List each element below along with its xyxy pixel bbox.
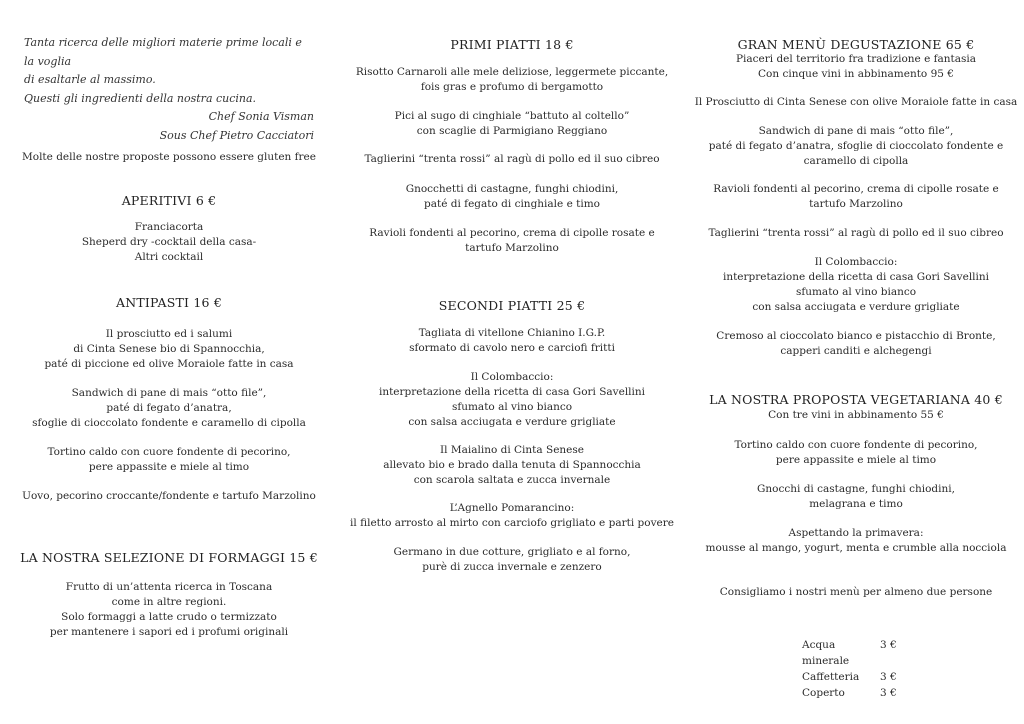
item-line: Tortino caldo con cuore fondente di pecorino, <box>734 439 978 451</box>
degustazione-wine-pairing: Con cinque vini in abbinamento 95 € <box>758 68 954 80</box>
item-line: Il prosciutto ed i salumi <box>105 328 233 340</box>
item-line: sformato di cavolo nero e carciofi fritti <box>409 342 615 354</box>
description-line: per mantenere i sapori ed i profumi originali <box>49 626 289 638</box>
extras-row <box>802 669 897 685</box>
item-line: Cremoso al cioccolato bianco e pistacchio di Bronte, <box>716 330 996 342</box>
degustazione-item <box>694 124 1018 169</box>
item-line: caramello di cipolla <box>803 155 909 167</box>
item-line: mousse al mango, yogurt, menta e crumble alla nocciola <box>705 542 1007 554</box>
formaggi-title: LA NOSTRA SELEZIONE DI FORMAGGI 15 € <box>20 550 318 565</box>
quote-line: di esaltarle al massimo. <box>24 73 156 86</box>
secondi-item <box>350 326 674 356</box>
extras-name: Acqua minerale <box>802 639 850 667</box>
primi-item <box>350 65 674 95</box>
item-line: Il Colombaccio: <box>470 371 554 383</box>
item-line: Ravioli fondenti al pecorino, crema di cipolle rosate e <box>369 227 655 239</box>
gluten-note: Molte delle nostre proposte possono essere gluten free <box>22 151 316 163</box>
menu-recommendation: Consigliamo i nostri menù per almeno due persone <box>719 586 993 598</box>
degustazione-item <box>694 255 1018 315</box>
item-line: con salsa acciugata e verdure grigliate <box>408 416 616 428</box>
item-line: con scarola saltata e zucca invernale <box>413 474 611 486</box>
vegetariana-wine-pairing: Con tre vini in abbinamento 55 € <box>768 409 944 421</box>
column-right <box>694 0 1018 724</box>
item-line: paté di fegato di cinghiale e timo <box>424 198 600 210</box>
degustazione-item <box>694 329 1018 359</box>
menu-item: Altri cocktail <box>134 251 204 263</box>
antipasti-item <box>10 445 328 475</box>
item-line: paté di fegato d’anatra, sfoglie di cioccolato fondente e <box>708 140 1004 152</box>
secondi-title: SECONDI PIATTI 25 € <box>438 298 586 313</box>
degustazione-item <box>694 226 1018 241</box>
item-line: fois gras e profumo di bergamotto <box>420 81 604 93</box>
extras-row <box>802 637 897 669</box>
item-line: Tagliata di vitellone Chianino I.G.P. <box>418 327 606 339</box>
item-line: Il Maialino di Cinta Senese <box>440 444 584 456</box>
item-line: paté di piccione ed olive Moraiole fatte in casa <box>44 358 294 370</box>
primi-item <box>350 152 674 167</box>
sous-chef-name: Sous Chef Pietro Cacciatori <box>159 128 314 142</box>
chef-name: Chef Sonia Visman <box>208 110 314 123</box>
aperitivi-title: APERITIVI 6 € <box>121 193 217 208</box>
quote-line: Tanta ricerca delle migliori materie prime locali e la voglia <box>24 36 302 68</box>
menu-item: Sheperd dry -cocktail della casa- <box>81 236 257 248</box>
item-line: Aspettando la primavera: <box>788 527 924 539</box>
item-line: Gnocchi di castagne, funghi chiodini, <box>757 483 955 495</box>
item-line: Risotto Carnaroli alle mele deliziose, leggermete piccante, <box>355 66 669 78</box>
extras-row <box>802 685 897 701</box>
item-line: Il Prosciutto di Cinta Senese con olive Moraiole fatte in casa <box>694 96 1018 108</box>
item-line: Taglierini “trenta rossi” al ragù di pollo ed il suo cibreo <box>708 227 1004 239</box>
description-line: Solo formaggi a latte crudo o termizzato <box>61 611 277 623</box>
item-line: Germano in due cotture, grigliato e al forno, <box>393 546 631 558</box>
item-line: L’Agnello Pomarancino: <box>449 502 575 514</box>
extras-name: Coperto <box>802 687 845 699</box>
primi-item <box>350 109 674 139</box>
primi-item <box>350 182 674 212</box>
item-line: capperi canditi e alchegengi <box>780 345 932 357</box>
antipasti-title: ANTIPASTI 16 € <box>116 295 222 310</box>
item-line: purè di zucca invernale e zenzero <box>422 561 602 573</box>
item-line: con scaglie di Parmigiano Reggiano <box>416 125 608 137</box>
item-line: con salsa acciugata e verdure grigliate <box>752 301 960 313</box>
item-line: Tortino caldo con cuore fondente di pecorino, <box>47 446 291 458</box>
item-line: Ravioli fondenti al pecorino, crema di cipolle rosate e <box>713 183 999 195</box>
antipasti-item <box>10 386 328 431</box>
extras-list <box>802 637 897 701</box>
description-line: Frutto di un’attenta ricerca in Toscana <box>65 581 273 593</box>
column-left <box>10 0 328 724</box>
primi-title: PRIMI PIATTI 18 € <box>450 37 574 52</box>
item-line: Uovo, pecorino croccante/fondente e tartufo Marzolino <box>22 490 316 502</box>
item-line: Sandwich di pane di mais “otto file”, <box>71 387 267 399</box>
item-line: il filetto arrosto al mirto con carciofo grigliato e parti povere <box>350 517 674 529</box>
extras-price: 3 € <box>880 639 897 651</box>
aperitivi-list <box>10 220 328 265</box>
item-line: Pici al sugo di cinghiale “battuto al coltello” <box>394 110 630 122</box>
degustazione-subtitle: Piaceri del territorio fra tradizione e fantasia <box>735 53 977 65</box>
degustazione-title: GRAN MENÙ DEGUSTAZIONE 65 € <box>737 37 975 52</box>
item-line: Taglierini “trenta rossi” al ragù di pollo ed il suo cibreo <box>364 153 660 165</box>
primi-item <box>350 226 674 256</box>
item-line: interpretazione della ricetta di casa Gori Savellini <box>378 386 646 398</box>
item-line: sfumato al vino bianco <box>451 401 573 413</box>
extras-price: 3 € <box>880 671 897 683</box>
secondi-item <box>350 443 674 488</box>
vegetariana-item <box>694 482 1018 512</box>
item-line: tartufo Marzolino <box>809 198 903 210</box>
item-line: pere appassite e miele al timo <box>88 461 250 473</box>
column-middle <box>350 0 674 724</box>
description-line: come in altre regioni. <box>111 596 227 608</box>
item-line: interpretazione della ricetta di casa Gori Savellini <box>722 271 990 283</box>
item-line: pere appassite e miele al timo <box>775 454 937 466</box>
menu-item: Franciacorta <box>134 221 204 233</box>
extras-name: Caffetteria <box>802 671 860 683</box>
quote-line: Questi gli ingredienti della nostra cucina. <box>24 91 257 105</box>
secondi-item <box>350 545 674 575</box>
secondi-item <box>350 501 674 531</box>
item-line: sfoglie di cioccolato fondente e caramello di cipolla <box>32 417 306 429</box>
degustazione-item <box>694 95 1018 110</box>
item-line: Gnocchetti di castagne, funghi chiodini, <box>405 183 619 195</box>
item-line: tartufo Marzolino <box>465 242 559 254</box>
item-line: melagrana e timo <box>809 498 903 510</box>
item-line: sfumato al vino bianco <box>795 286 917 298</box>
antipasti-item <box>10 327 328 372</box>
extras-price: 3 € <box>880 687 897 699</box>
vegetariana-item <box>694 438 1018 468</box>
item-line: allevato bio e brado dalla tenuta di Spannocchia <box>383 459 641 471</box>
secondi-item <box>350 370 674 430</box>
antipasti-item <box>10 489 328 504</box>
chef-quote <box>24 34 314 145</box>
vegetariana-item <box>694 526 1018 556</box>
vegetariana-title: LA NOSTRA PROPOSTA VEGETARIANA 40 € <box>709 392 1003 407</box>
item-line: Il Colombaccio: <box>814 256 898 268</box>
item-line: paté di fegato d’anatra, <box>106 402 232 414</box>
formaggi-description <box>10 580 328 640</box>
degustazione-item <box>694 182 1018 212</box>
item-line: di Cinta Senese bio di Spannocchia, <box>73 343 265 355</box>
item-line: Sandwich di pane di mais “otto file”, <box>758 125 954 137</box>
